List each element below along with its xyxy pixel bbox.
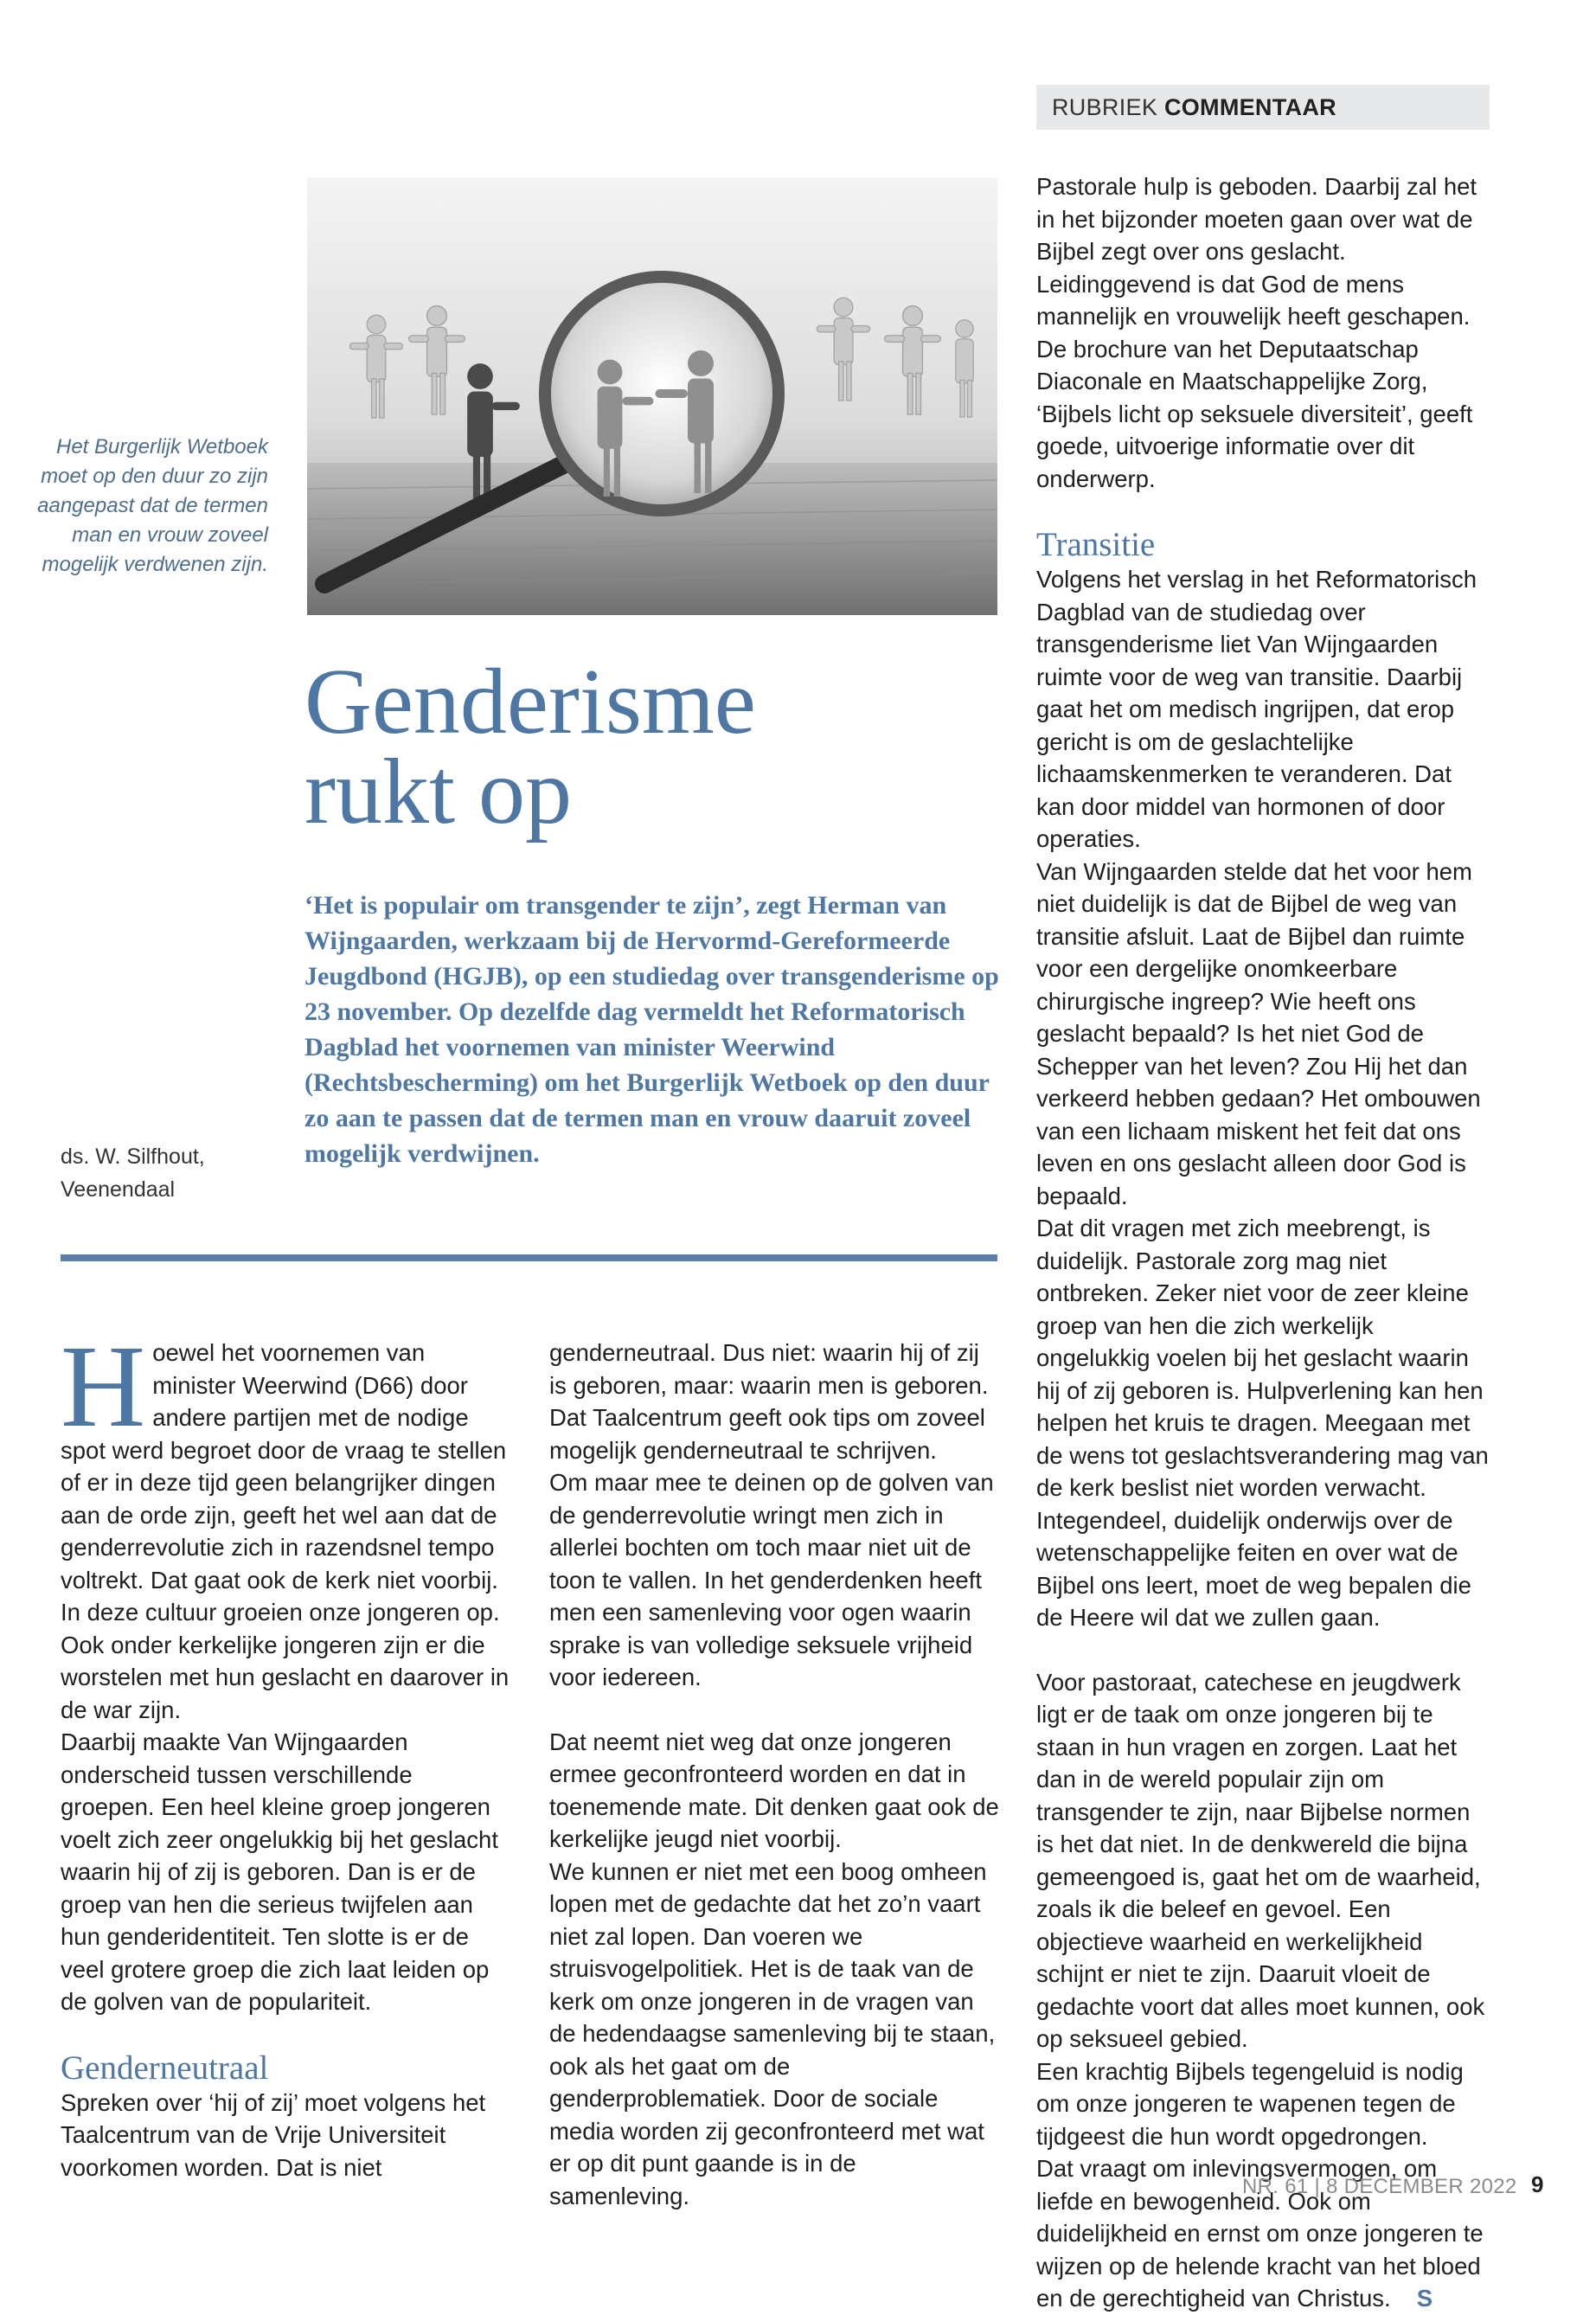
paragraph: We kunnen er niet met een boog omheen lopen met de gedachte dat het zo’n vaart niet zal lopen. Dan voeren we struisvogelpolitiek. Het is de taak van de kerk om onze jongeren in de vragen van de hedendaagse samenleving bij te staan, ook als het gaat om de genderproblematiek. Door de sociale media worden zij geconfronteerd met wat er op dit punt gaande is in de samenleving. — [549, 1857, 996, 2209]
paragraph: genderneutraal. Dus niet: waarin hij of zij is geboren, maar: waarin men is geboren. Dat Taalcentrum geeft ook tips om zoveel mogelijk genderneutraal te schrijven. — [549, 1339, 989, 1464]
title-line-1: Genderisme — [304, 651, 756, 753]
paragraph: Een krachtig Bijbels tegengeluid is nodig om onze jongeren te wapenen tegen de tijdgeest die hun wordt opgedrongen. — [1036, 2057, 1464, 2150]
drop-cap: H — [61, 1322, 146, 1452]
end-mark-icon: S — [1416, 2285, 1433, 2312]
paragraph: Voor pastoraat, catechese en jeugdwerk ligt er de taak om onze jongeren bij te staan in hun vragen en zorgen. Laat het dan in de wereld populair zijn om transgender te zijn, naar Bijbelse normen is het dat niet. In de denkwereld die bijna gemeengoed is, gaat het om de waarheid, zoals ik die beleef en gevoel. Een objectieve waarheid en werkelijkheid schijnt er niet te zijn. Daaruit vloeit de gedachte voort dat alles moet kunnen, ook op seksueel gebied. — [1036, 1668, 1485, 2052]
paragraph: Volgens het verslag in het Reformatorisch Dagblad van de studiedag over transgenderisme liet Van Wijngaarden ruimte voor de weg van transitie. Daarbij gaat het om medisch ingrijpen, dat erop gericht is om de geslachtelijke lichaamskenmerken te veranderen. Dat kan door middel van hormonen of door operaties. — [1036, 566, 1477, 852]
section-label — [1036, 85, 1490, 130]
article-title — [304, 651, 997, 843]
paragraph: Pastorale hulp is geboden. Daarbij zal het in het bijzonder moeten gaan over wat de Bijbel zegt over ons geslacht. Leidinggevend is dat God de mens mannelijk en vrouwelijk heeft geschapen. De brochure van het Deputaatschap Diaconale en Maatschappelijke Zorg, ‘Bijbels licht op seksuele diversiteit’, geeft goede, uitvoerige informatie over dit onderwerp. — [1036, 173, 1477, 492]
author-name: ds. W. Silfhout, — [61, 1145, 205, 1169]
paragraph: Om maar mee te deinen op de golven van de genderrevolutie wringt men zich in allerlei bochten om toch maar niet uit de toon te vallen. In het genderdenken heeft men een samenleving voor ogen waarin sprake is van volledige seksuele vrijheid voor iedereen. — [549, 1469, 994, 1690]
paragraph-text: Dat vraagt om inlevingsvermogen, om liefde en bewogenheid. Ook om duidelijkheid en ernst om onze jongeren te wijzen op de helende kracht van het bloed en de gerechtigheid van Christus. — [1036, 2155, 1484, 2312]
section-label-prefix: RUBRIEK — [1052, 94, 1158, 120]
paragraph: Van Wijngaarden stelde dat het voor hem niet duidelijk is dat de Bijbel de weg van transitie afsluit. Laat de Bijbel dan ruimte voor een dergelijke onomkeerbare chirurgische ingreep? Wie heeft ons geslacht bepaald? Is het niet God de Schepper van het leven? Zou Hij het dan verkeerd hebben gedaan? Het ombouwen van een lichaam miskent het feit dat ons leven en ons geslacht alleen door God is bepaald. — [1036, 857, 1481, 1209]
paragraph — [61, 1322, 510, 1726]
photo-caption: Het Burgerlijk Wetboek moet op den duur zo zijn aangepast dat de termen man en vrouw zoveel mogelijk verdwenen zijn. — [37, 435, 268, 576]
body-column-3 — [1036, 170, 1490, 2315]
title-line-2: rukt op — [304, 741, 572, 843]
paragraph: Dat dit vragen met zich meebrengt, is duidelijk. Pastorale zorg mag niet ontbreken. Zeker niet voor de zeer kleine groep van hen die zich werkelijk ongelukkig voelen bij het geslacht waarin hij of zij geboren is. Hulpverlening kan hen helpen het kruis te dragen. Meegaan met de wens tot geslachtsverandering mag van de kerk beslist niet worden verwacht. Integendeel, duidelijk onderwijs over de wetenschappelijke feiten en over wat de Bijbel ons leert, moet de weg bepalen die de Heere wil dat we zullen gaan. — [1036, 1215, 1489, 1631]
paragraph: Spreken over ‘hij of zij’ moet volgens het Taalcentrum van de Vrije Universiteit voorkomen worden. Dat is niet — [61, 2088, 486, 2181]
paragraph-text: oewel het voornemen van minister Weerwind (D66) door andere partijen met de nodige spot werd begroet door de vraag te stellen of er in deze tijd geen belangrijker dingen aan de orde zijn, geeft het wel aan dat de genderrevolutie zich in razendsnel tempo voltrekt. Dat gaat ook de kerk niet voorbij. In deze cultuur groeien onze jongeren op. Ook onder kerkelijke jongeren zijn er die worstelen met hun geslacht en daarover in de war zijn. — [61, 1339, 510, 1723]
body-column-1 — [61, 1322, 510, 2184]
subheading-transitie: Transitie — [1036, 526, 1156, 563]
article-lede: ‘Het is populair om transgender te zijn’, zegt Herman van Wijngaarden, werkzaam bij de Hervormd-Gereformeerde Jeugdbond (HGJB), op een studiedag over transgenderisme op 23 november. Op dezelfde dag vermeldt het Reformatorisch Dagblad het voornemen van minister Weerwind (Rechtsbescherming) om het Burgerlijk Wetboek op den duur zo aan te passen dat de termen man en vrouw daaruit zoveel mogelijk verdwijnen. — [304, 891, 999, 1168]
author-place: Veenendaal — [61, 1177, 176, 1202]
issue-info: NR. 61 | 8 DECEMBER 2022 — [1242, 2175, 1517, 2198]
paragraph: Daarbij maakte Van Wijngaarden onderscheid tussen verschillende groepen. Een heel kleine groep jongeren voelt zich zeer ongelukkig bij het geslacht waarin hij of zij is geboren. Dan is er de groep van hen die serieus twijfelen aan hun genderidentiteit. Ten slotte is er de veel grotere groep die zich laat leiden op de golven van de populariteit. — [61, 1728, 498, 2015]
page-number: 9 — [1531, 2171, 1544, 2197]
divider-rule — [61, 1254, 997, 1261]
section-label-name: COMMENTAAR — [1163, 94, 1336, 120]
subheading-genderneutraal: Genderneutraal — [61, 2049, 269, 2087]
author-byline — [61, 1140, 205, 1206]
paragraph: Dat neemt niet weg dat onze jongeren ermee geconfronteerd worden en dat in toenemende mate. Dit denken gaat ook de kerkelijke jeugd niet voorbij. — [549, 1728, 999, 1852]
article-photo — [307, 177, 997, 615]
body-column-2 — [549, 1337, 999, 2212]
